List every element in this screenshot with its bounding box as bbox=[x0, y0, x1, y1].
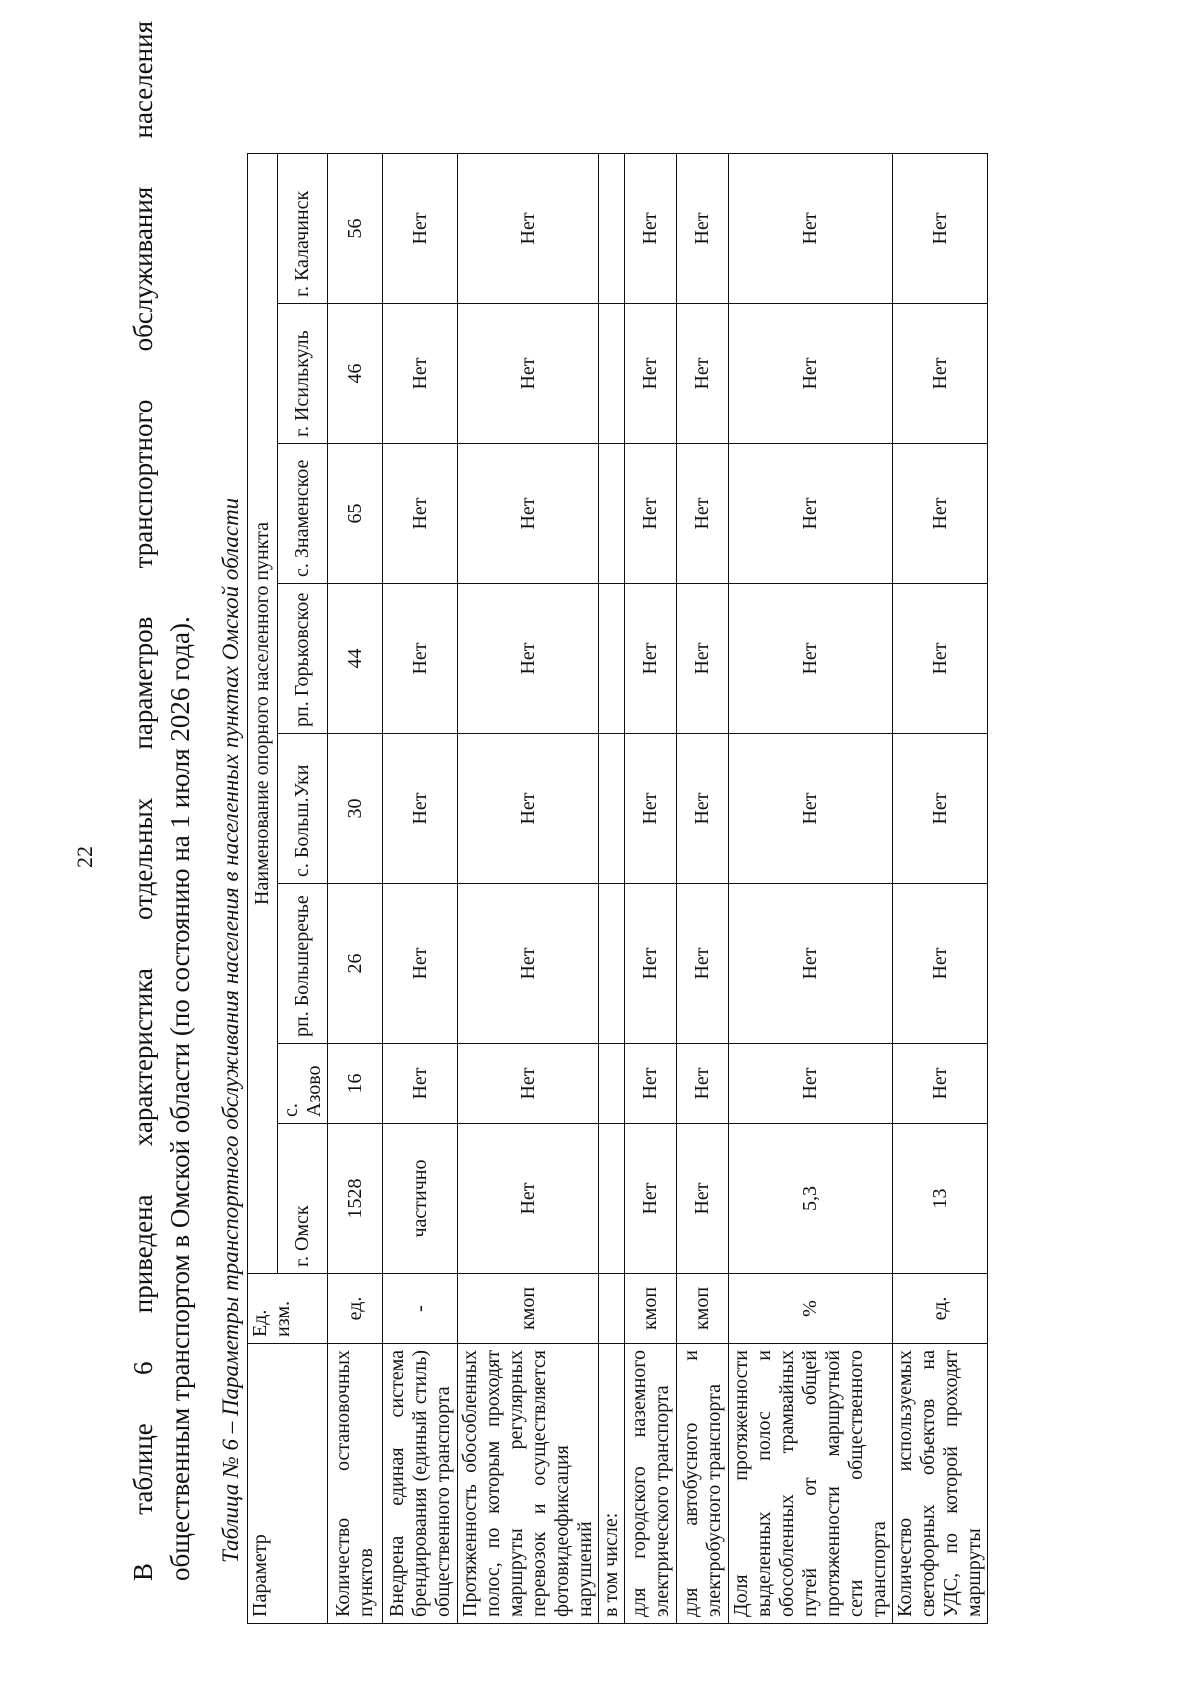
row-value: 65 bbox=[328, 444, 383, 584]
row-value: Нет bbox=[893, 734, 988, 884]
row-unit bbox=[599, 1274, 625, 1344]
header-city: рп. Большеречье bbox=[278, 884, 328, 1044]
row-value: 26 bbox=[328, 884, 383, 1044]
intro-paragraph bbox=[125, 21, 199, 1581]
row-value: Нет bbox=[893, 153, 988, 303]
row-value bbox=[599, 444, 625, 584]
row-unit: кмоп bbox=[677, 1274, 729, 1344]
row-value: Нет bbox=[729, 153, 893, 303]
header-group: Наименование опорного населенного пункта bbox=[248, 153, 278, 1273]
row-value: Нет bbox=[383, 584, 458, 734]
row-unit: ед. bbox=[328, 1274, 383, 1344]
row-value: Нет bbox=[893, 584, 988, 734]
row-value: Нет bbox=[625, 584, 677, 734]
row-unit: ед. bbox=[893, 1274, 988, 1344]
row-value: Нет bbox=[383, 153, 458, 303]
row-value bbox=[599, 1124, 625, 1274]
row-value: Нет bbox=[729, 444, 893, 584]
row-param: в том числе: bbox=[599, 1344, 625, 1624]
row-unit: - bbox=[383, 1274, 458, 1344]
row-value: Нет bbox=[677, 1044, 729, 1124]
row-value: 30 bbox=[328, 734, 383, 884]
row-value: Нет bbox=[729, 1044, 893, 1124]
row-value bbox=[599, 884, 625, 1044]
row-value: Нет bbox=[729, 734, 893, 884]
row-unit: % bbox=[729, 1274, 893, 1344]
row-value: Нет bbox=[677, 1124, 729, 1274]
row-param: Протяженность обособленных полос, по которым проходят маршруты регулярных перевозок и осуществляется фотовидеофиксация нарушений bbox=[458, 1344, 599, 1624]
row-param: Количество остановочных пунктов bbox=[328, 1344, 383, 1624]
row-value: Нет bbox=[458, 734, 599, 884]
header-city: г. Омск bbox=[278, 1124, 328, 1274]
row-value: Нет bbox=[383, 1044, 458, 1124]
row-value bbox=[599, 734, 625, 884]
row-value: 44 bbox=[328, 584, 383, 734]
table-row bbox=[625, 153, 677, 1623]
table-caption: Таблица № 6 – Параметры транспортного обслуживания населения в населенных пунктах Омской области bbox=[218, 497, 243, 1563]
row-value: Нет bbox=[893, 444, 988, 584]
row-value: Нет bbox=[893, 304, 988, 444]
row-value: Нет bbox=[625, 153, 677, 303]
row-unit: кмоп bbox=[458, 1274, 599, 1344]
row-value: Нет bbox=[893, 884, 988, 1044]
row-value: Нет bbox=[458, 584, 599, 734]
row-value: 46 bbox=[328, 304, 383, 444]
row-value: 1528 bbox=[328, 1124, 383, 1274]
intro-line-2: общественным транспортом в Омской области (по состоянию на 1 июля 2026 года). bbox=[165, 616, 195, 1581]
row-value: 16 bbox=[328, 1044, 383, 1124]
row-value: 56 bbox=[328, 153, 383, 303]
header-city: с. Азово bbox=[278, 1044, 328, 1124]
row-value: Нет bbox=[625, 884, 677, 1044]
row-param: Количество используемых светофорных объектов на УДС, по которой проходят маршруты bbox=[893, 1344, 988, 1624]
row-value: 13 bbox=[893, 1124, 988, 1274]
page-number: 22 bbox=[72, 846, 97, 868]
row-value bbox=[599, 304, 625, 444]
row-value: Нет bbox=[677, 884, 729, 1044]
row-value: Нет bbox=[625, 734, 677, 884]
table-row bbox=[893, 153, 988, 1623]
intro-line-1: В таблице 6 приведена характеристика отдельных параметров транспортного обслуживания населения bbox=[128, 21, 158, 1581]
row-value: Нет bbox=[383, 884, 458, 1044]
header-unit: Ед. изм. bbox=[248, 1274, 328, 1344]
table-row bbox=[328, 153, 383, 1623]
table-row bbox=[458, 153, 599, 1623]
row-value: Нет bbox=[893, 1044, 988, 1124]
header-row-1 bbox=[248, 153, 278, 1623]
header-city: с. Знаменское bbox=[278, 444, 328, 584]
row-value: Нет bbox=[677, 153, 729, 303]
row-param: Внедрена единая система брендирования (единый стиль) общественного транспорта bbox=[383, 1344, 458, 1624]
row-value: Нет bbox=[458, 1044, 599, 1124]
row-value bbox=[599, 153, 625, 303]
row-value: Нет bbox=[729, 584, 893, 734]
table-row bbox=[729, 153, 893, 1623]
row-value: Нет bbox=[458, 1124, 599, 1274]
row-value: Нет bbox=[729, 304, 893, 444]
row-value: Нет bbox=[458, 444, 599, 584]
row-value: Нет bbox=[625, 1044, 677, 1124]
row-value bbox=[599, 1044, 625, 1124]
row-value: Нет bbox=[458, 304, 599, 444]
table-row bbox=[599, 153, 625, 1623]
row-value: Нет bbox=[625, 304, 677, 444]
header-param: Параметр bbox=[248, 1344, 328, 1624]
row-param: для автобусного и электробусного транспорта bbox=[677, 1344, 729, 1624]
header-city: г. Калачинск bbox=[278, 153, 328, 303]
row-value: Нет bbox=[383, 734, 458, 884]
table-row bbox=[677, 153, 729, 1623]
row-value: Нет bbox=[458, 884, 599, 1044]
row-value: Нет bbox=[677, 304, 729, 444]
row-value: Нет bbox=[625, 444, 677, 584]
row-param: для городского наземного электрического транспорта bbox=[625, 1344, 677, 1624]
row-value: Нет bbox=[729, 884, 893, 1044]
header-city: с. Больш.Уки bbox=[278, 734, 328, 884]
row-param: Доля протяженности выделенных полос и обособленных трамвайных путей от общей протяженности маршрутной сети общественного транспорта bbox=[729, 1344, 893, 1624]
table-row bbox=[383, 153, 458, 1623]
row-value: Нет bbox=[383, 444, 458, 584]
row-value: 5,3 bbox=[729, 1124, 893, 1274]
row-value: Нет bbox=[625, 1124, 677, 1274]
row-value: Нет bbox=[677, 734, 729, 884]
header-city: рп. Горьковское bbox=[278, 584, 328, 734]
row-value: частично bbox=[383, 1124, 458, 1274]
row-value: Нет bbox=[458, 153, 599, 303]
header-city: г. Исилькуль bbox=[278, 304, 328, 444]
row-value: Нет bbox=[383, 304, 458, 444]
row-unit: кмоп bbox=[625, 1274, 677, 1344]
row-value bbox=[599, 584, 625, 734]
row-value: Нет bbox=[677, 584, 729, 734]
row-value: Нет bbox=[677, 444, 729, 584]
parameters-table bbox=[247, 153, 988, 1624]
